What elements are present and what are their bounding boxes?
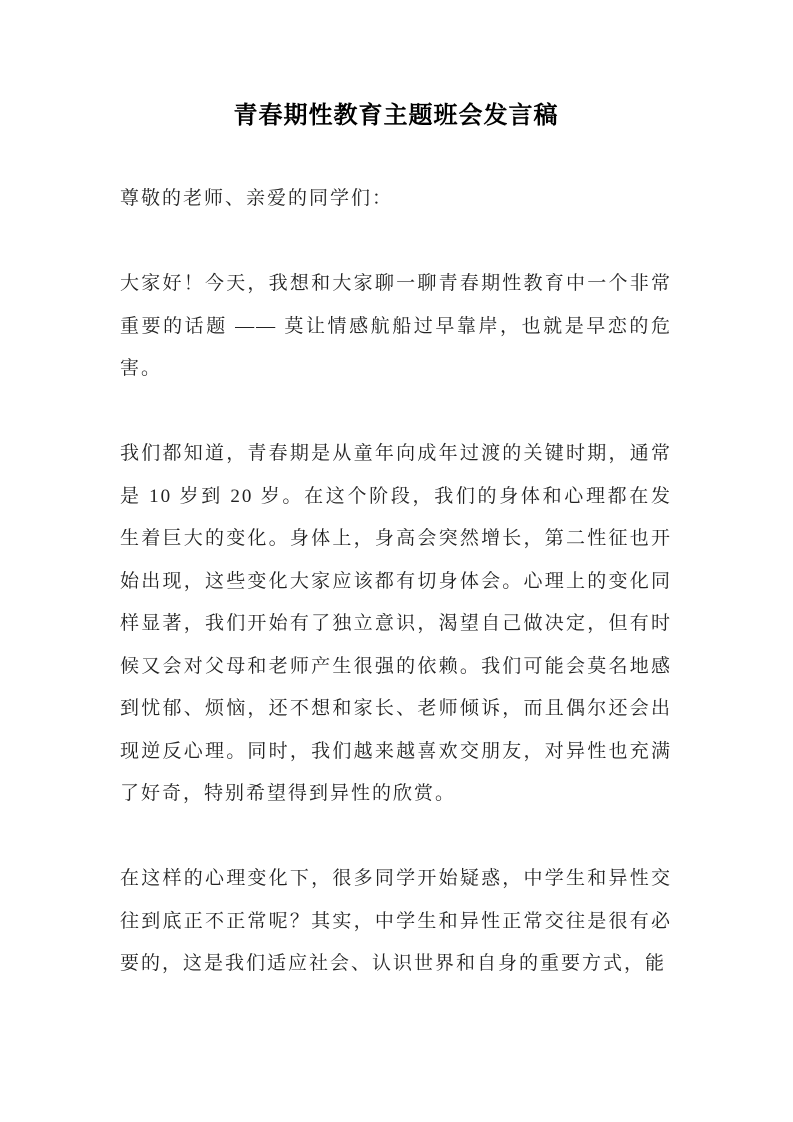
peer-interaction-paragraph: 在这样的心理变化下，很多同学开始疑惑，中学生和异性交往到底正不正常呢？其实，中学生和异性正常交往是很有必要的，这是我们适应社会、认识世界和自身的重要方式，能 bbox=[120, 868, 672, 974]
salutation-paragraph: 尊敬的老师、亲爱的同学们： bbox=[120, 188, 394, 209]
document-title: 青春期性教育主题班会发言稿 bbox=[233, 103, 559, 129]
intro-paragraph: 大家好！今天，我想和大家聊一聊青春期性教育中一个非常重要的话题 —— 莫让情感航船过早靠岸，也就是早恋的危害。 bbox=[120, 273, 672, 379]
puberty-changes-paragraph: 我们都知道，青春期是从童年向成年过渡的关键时期，通常是 10 岁到 20 岁。在这个阶段，我们的身体和心理都在发生着巨大的变化。身体上，身高会突然增长，第二性征也开始出现，这些变化大家应该都有切身体会。心理上的变化同样显著，我们开始有了独立意识，渴望自己做决定，但有时候又会对父母和老师产生很强的依赖。我们可能会莫名地感到忧郁、烦恼，还不想和家长、老师倾诉，而且偶尔还会出现逆反心理。同时，我们越来越喜欢交朋友，对异性也充满了好奇，特别希望得到异性的欣赏。 bbox=[120, 443, 672, 804]
